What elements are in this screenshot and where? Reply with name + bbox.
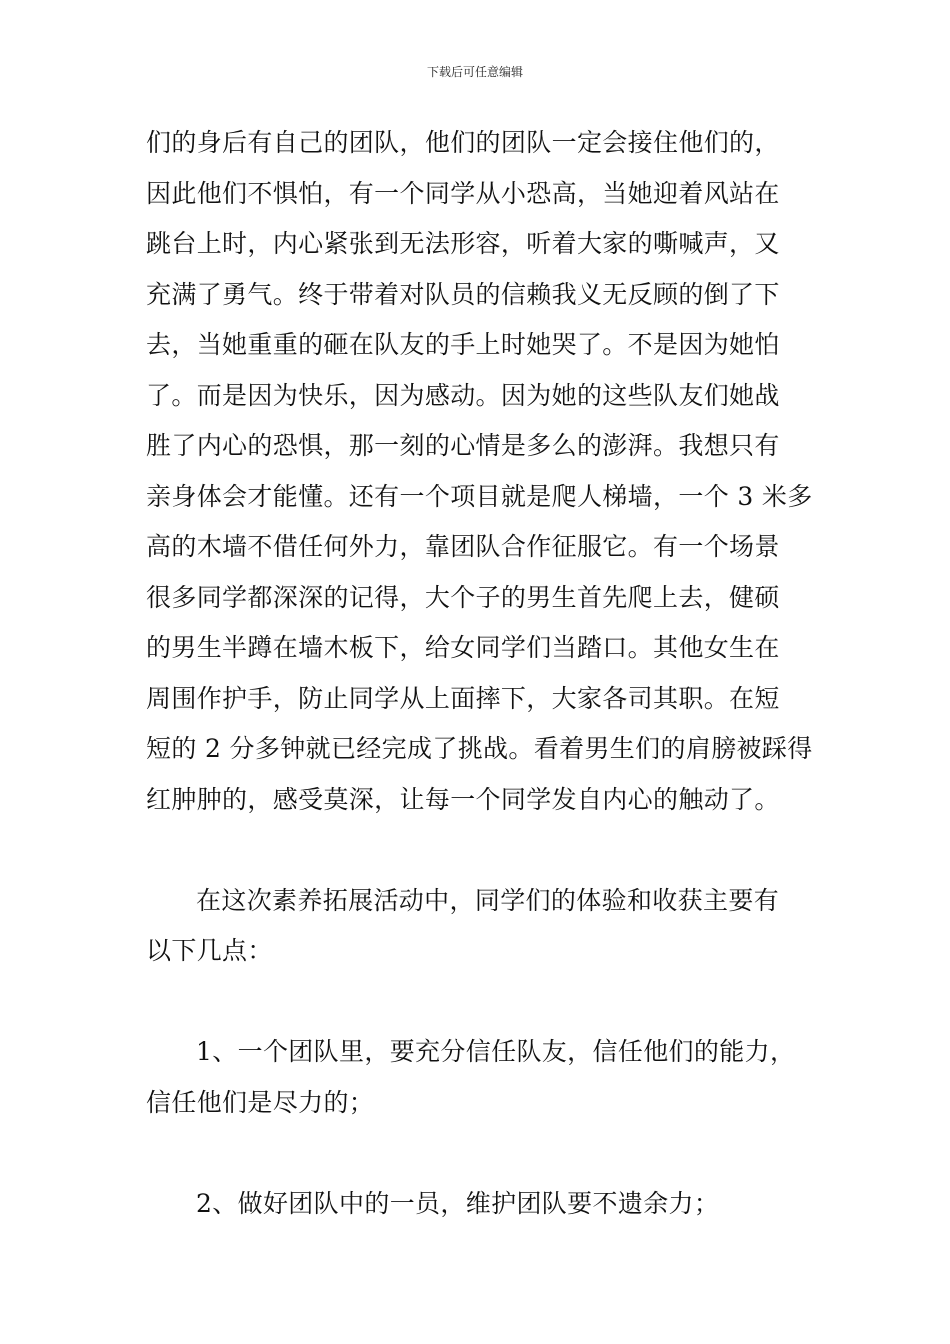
text-line: 去，当她重重的砸在队友的手上时她哭了。不是因为她怕 xyxy=(146,330,780,359)
text-line: 了。而是因为快乐，因为感动。因为她的这些队友们她战 xyxy=(146,380,780,410)
text-line: 信任他们是尽力的； xyxy=(146,1087,375,1117)
text-line: 胜了内心的恐惧，那一刻的心情是多么的澎湃。我想只有 xyxy=(146,431,780,460)
text-line: 因此他们不惧怕，有一个同学从小恐高，当她迎着风站在 xyxy=(146,178,780,208)
text-line: 以下几点： xyxy=(146,936,273,965)
text-line: 红肿肿的，感受莫深，让每一个同学发自内心的触动了。 xyxy=(146,784,780,814)
text-line: 1、一个团队里，要充分信任队友，信任他们的能力， xyxy=(196,1037,796,1066)
paragraph-spacer xyxy=(146,1128,826,1179)
text-line: 在这次素养拓展活动中，同学们的体验和收获主要有 xyxy=(196,885,780,915)
document-body xyxy=(146,118,826,1229)
text-line: 亲身体会才能懂。还有一个项目就是爬人梯墙，一个 3 米多 xyxy=(146,481,813,511)
list-item-2 xyxy=(146,1179,826,1230)
page-header: 下载后可任意编辑 xyxy=(426,65,523,79)
paragraph-spacer xyxy=(146,977,826,1028)
list-item-1 xyxy=(146,1027,826,1128)
text-line: 很多同学都深深的记得，大个子的男生首先爬上去，健硕 xyxy=(146,582,780,612)
paragraph-spacer xyxy=(146,825,826,876)
paragraph-intro-gains xyxy=(146,876,826,977)
text-line: 高的木墙不借任何外力，靠团队合作征服它。有一个场景 xyxy=(146,532,780,561)
text-line: 周围作护手，防止同学从上面摔下，大家各司其职。在短 xyxy=(146,683,780,713)
text-line: 的男生半蹲在墙木板下，给女同学们当踏口。其他女生在 xyxy=(146,633,780,662)
text-line: 短的 2 分多钟就已经完成了挑战。看着男生们的肩膀被踩得 xyxy=(146,734,813,763)
text-line: 跳台上时，内心紧张到无法形容，听着大家的嘶喊声，又 xyxy=(146,229,780,258)
text-line: 们的身后有自己的团队，他们的团队一定会接住他们的， xyxy=(146,128,780,157)
text-line: 2、做好团队中的一员，维护团队要不遗余力； xyxy=(196,1188,720,1218)
paragraph-story xyxy=(146,118,826,825)
text-line: 充满了勇气。终于带着对队员的信赖我义无反顾的倒了下 xyxy=(146,279,780,309)
